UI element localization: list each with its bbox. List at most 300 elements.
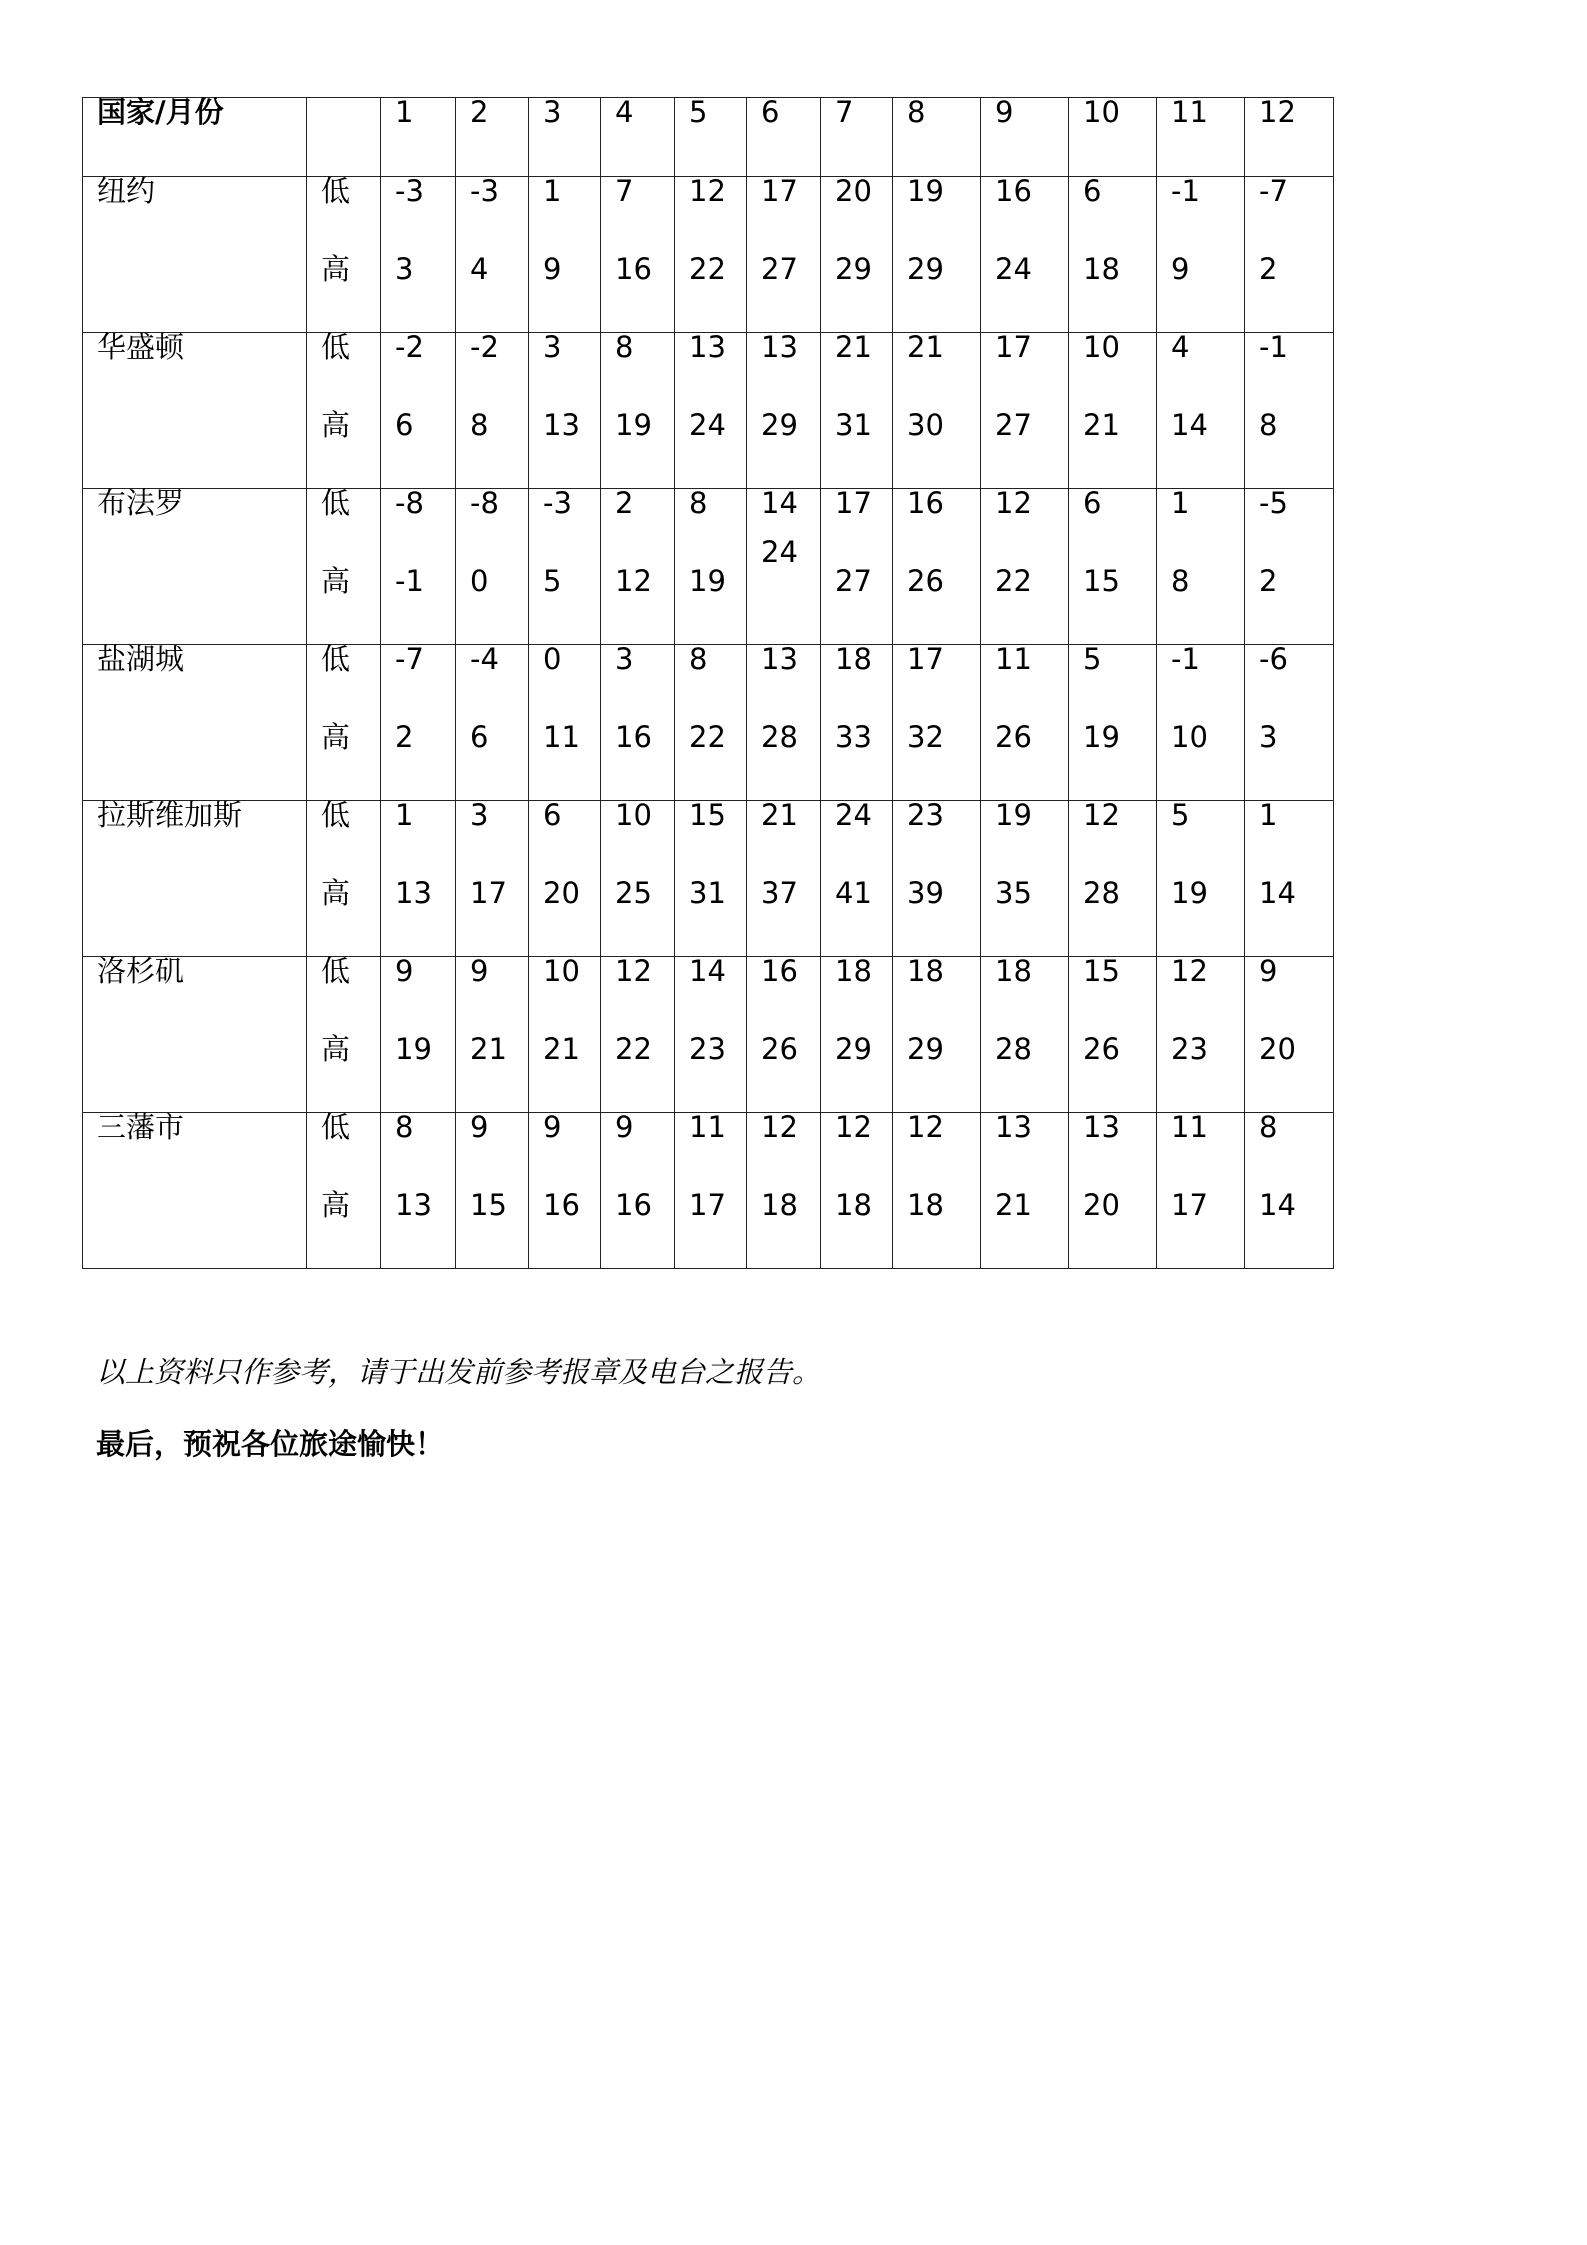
high-temp: 2 (1259, 564, 1278, 598)
low-temp: 3 (543, 330, 562, 364)
low-temp: 18 (907, 954, 944, 988)
high-temp: -1 (395, 564, 424, 598)
month-cell (456, 642, 529, 801)
low-temp: 13 (995, 1110, 1032, 1144)
high-temp: 31 (835, 408, 872, 442)
month-cell (1069, 798, 1157, 957)
table-row (83, 801, 1334, 957)
high-temp: 35 (995, 876, 1032, 910)
month-cell (601, 486, 675, 645)
low-temp: 8 (689, 642, 708, 676)
month-cell (893, 1110, 981, 1269)
low-temp: 3 (470, 798, 489, 832)
month-cell (381, 486, 456, 645)
high-temp: 8 (1171, 564, 1190, 598)
low-label: 低 (321, 330, 351, 364)
low-temp: 5 (1083, 642, 1102, 676)
low-temp: -3 (543, 486, 572, 520)
low-temp: 9 (543, 1110, 562, 1144)
high-temp: 8 (1259, 408, 1278, 442)
high-temp: 19 (1171, 876, 1208, 910)
month-cell (529, 330, 601, 489)
month-cell (675, 486, 747, 645)
month-cell (747, 174, 821, 333)
month-cell (675, 174, 747, 333)
city-name: 布法罗 (83, 489, 307, 645)
high-temp: 39 (907, 876, 944, 910)
low-temp: 17 (995, 330, 1032, 364)
high-temp: 19 (395, 1032, 432, 1066)
low-temp: 9 (470, 1110, 489, 1144)
month-cell (1245, 330, 1334, 489)
low-temp: 13 (761, 330, 798, 364)
high-temp: 16 (615, 1188, 652, 1222)
high-temp: 41 (835, 876, 872, 910)
low-temp: 1 (395, 798, 414, 832)
month-cell (381, 798, 456, 957)
high-temp: 17 (470, 876, 507, 910)
table-row (83, 957, 1334, 1113)
month-cell (981, 798, 1069, 957)
low-temp: 9 (395, 954, 414, 988)
month-cell (601, 174, 675, 333)
table-row (83, 333, 1334, 489)
high-temp: 9 (1171, 252, 1190, 286)
low-temp: -3 (470, 174, 499, 208)
low-temp: 19 (995, 798, 1032, 832)
high-temp: 21 (1083, 408, 1120, 442)
high-temp: 3 (1259, 720, 1278, 754)
month-cell (456, 1110, 529, 1269)
high-temp: 8 (470, 408, 489, 442)
high-temp: 23 (1171, 1032, 1208, 1066)
month-cell (675, 954, 747, 1113)
temperature-table (82, 97, 1334, 1269)
month-cell (601, 798, 675, 957)
month-cell (1157, 642, 1245, 801)
high-temp: 32 (907, 720, 944, 754)
month-cell (1157, 954, 1245, 1113)
high-label: 高 (321, 876, 351, 910)
month-cell (893, 642, 981, 801)
high-temp: 25 (615, 876, 652, 910)
month-cell (381, 174, 456, 333)
high-temp: 29 (907, 1032, 944, 1066)
low-temp: 12 (907, 1110, 944, 1144)
month-cell (529, 798, 601, 957)
header-month: 7 (821, 98, 893, 177)
header-row (83, 98, 1334, 177)
month-cell (821, 330, 893, 489)
high-temp: 18 (761, 1188, 798, 1222)
header-month: 3 (529, 98, 601, 177)
low-temp: 13 (1083, 1110, 1120, 1144)
month-cell (981, 1110, 1069, 1269)
month-cell (601, 642, 675, 801)
high-label: 高 (321, 252, 351, 286)
month-cell (981, 954, 1069, 1113)
low-label: 低 (321, 1110, 351, 1144)
month-cell (981, 642, 1069, 801)
high-temp: 26 (907, 564, 944, 598)
low-temp: 12 (615, 954, 652, 988)
high-temp: 28 (1083, 876, 1120, 910)
high-temp: 24 (761, 535, 798, 569)
month-cell (1069, 174, 1157, 333)
header-month: 12 (1245, 98, 1334, 177)
low-label: 低 (321, 486, 351, 520)
low-temp: 9 (615, 1110, 634, 1144)
closing-wish: 最后，预祝各位旅途愉快！ (96, 1427, 445, 1461)
month-cell (981, 486, 1069, 645)
high-temp: 30 (907, 408, 944, 442)
high-temp: 15 (470, 1188, 507, 1222)
low-temp: 9 (1259, 954, 1278, 988)
low-high-labels (307, 330, 381, 489)
month-cell (456, 486, 529, 645)
month-cell (981, 174, 1069, 333)
low-high-labels (307, 798, 381, 957)
high-temp: 16 (615, 720, 652, 754)
low-temp: 0 (543, 642, 562, 676)
low-temp: 23 (907, 798, 944, 832)
month-cell (893, 954, 981, 1113)
low-temp: 19 (907, 174, 944, 208)
high-temp: 6 (395, 408, 414, 442)
month-cell (529, 954, 601, 1113)
month-cell (821, 1110, 893, 1269)
high-temp: 13 (395, 1188, 432, 1222)
high-temp: 28 (761, 720, 798, 754)
low-temp: 12 (761, 1110, 798, 1144)
month-cell (893, 798, 981, 957)
high-temp: 20 (1083, 1188, 1120, 1222)
high-temp: 21 (995, 1188, 1032, 1222)
low-temp: 7 (615, 174, 634, 208)
low-temp: 12 (835, 1110, 872, 1144)
low-temp: 11 (689, 1110, 726, 1144)
month-cell (1245, 642, 1334, 801)
low-temp: 14 (761, 486, 798, 520)
city-name: 盐湖城 (83, 645, 307, 801)
high-temp: 18 (1083, 252, 1120, 286)
city-name: 三藩市 (83, 1113, 307, 1269)
low-temp: 12 (1171, 954, 1208, 988)
low-temp: 10 (615, 798, 652, 832)
low-temp: -2 (395, 330, 424, 364)
high-temp: 23 (689, 1032, 726, 1066)
month-cell (1245, 954, 1334, 1113)
high-temp: 22 (995, 564, 1032, 598)
header-month: 10 (1069, 98, 1157, 177)
low-temp: -4 (470, 642, 499, 676)
high-temp: 29 (835, 1032, 872, 1066)
low-temp: 17 (761, 174, 798, 208)
high-temp: 17 (1171, 1188, 1208, 1222)
table-row (83, 177, 1334, 333)
high-temp: 27 (761, 252, 798, 286)
month-cell (381, 1110, 456, 1269)
month-cell (893, 330, 981, 489)
low-temp: 1 (543, 174, 562, 208)
high-label: 高 (321, 564, 351, 598)
city-name: 纽约 (83, 177, 307, 333)
high-temp: 9 (543, 252, 562, 286)
low-temp: -1 (1259, 330, 1288, 364)
month-cell (747, 330, 821, 489)
low-temp: 15 (689, 798, 726, 832)
high-label: 高 (321, 1032, 351, 1066)
low-temp: 24 (835, 798, 872, 832)
low-high-labels (307, 642, 381, 801)
month-cell (1245, 1110, 1334, 1269)
high-temp: 20 (543, 876, 580, 910)
low-temp: 8 (615, 330, 634, 364)
header-kind (307, 98, 381, 177)
header-country-month: 国家/月份 (83, 98, 307, 177)
month-cell (381, 954, 456, 1113)
month-cell (821, 798, 893, 957)
high-temp: 19 (689, 564, 726, 598)
month-cell (381, 642, 456, 801)
month-cell (747, 798, 821, 957)
header-month: 4 (601, 98, 675, 177)
high-temp: 22 (615, 1032, 652, 1066)
low-temp: 8 (1259, 1110, 1278, 1144)
low-temp: 4 (1171, 330, 1190, 364)
high-temp: 11 (543, 720, 580, 754)
high-temp: 14 (1259, 876, 1296, 910)
high-temp: 26 (995, 720, 1032, 754)
low-temp: -7 (395, 642, 424, 676)
low-temp: -2 (470, 330, 499, 364)
header-month: 9 (981, 98, 1069, 177)
high-temp: 4 (470, 252, 489, 286)
high-label: 高 (321, 720, 351, 754)
high-temp: 16 (543, 1188, 580, 1222)
low-temp: 12 (689, 174, 726, 208)
high-temp: 12 (615, 564, 652, 598)
month-cell (675, 330, 747, 489)
high-temp: 26 (1083, 1032, 1120, 1066)
month-cell (1069, 954, 1157, 1113)
month-cell (821, 174, 893, 333)
low-temp: -8 (395, 486, 424, 520)
high-temp: 29 (835, 252, 872, 286)
low-temp: 8 (689, 486, 708, 520)
low-temp: 6 (1083, 174, 1102, 208)
month-cell (821, 486, 893, 645)
high-temp: 28 (995, 1032, 1032, 1066)
month-cell (529, 642, 601, 801)
high-temp: 16 (615, 252, 652, 286)
high-temp: 18 (835, 1188, 872, 1222)
high-temp: 33 (835, 720, 872, 754)
month-cell (1157, 330, 1245, 489)
low-temp: 21 (907, 330, 944, 364)
high-temp: 18 (907, 1188, 944, 1222)
high-temp: 29 (761, 408, 798, 442)
low-temp: 3 (615, 642, 634, 676)
low-temp: 10 (543, 954, 580, 988)
low-temp: 17 (907, 642, 944, 676)
month-cell (601, 1110, 675, 1269)
month-cell (1245, 486, 1334, 645)
high-temp: 31 (689, 876, 726, 910)
high-temp: 13 (395, 876, 432, 910)
month-cell (747, 1110, 821, 1269)
low-temp: 5 (1171, 798, 1190, 832)
high-temp: 14 (1171, 408, 1208, 442)
low-temp: 6 (1083, 486, 1102, 520)
low-temp: -3 (395, 174, 424, 208)
city-name: 洛杉矶 (83, 957, 307, 1113)
high-temp: 37 (761, 876, 798, 910)
table-row (83, 489, 1334, 645)
high-temp: 2 (1259, 252, 1278, 286)
low-label: 低 (321, 798, 351, 832)
high-temp: 22 (689, 252, 726, 286)
month-cell (529, 174, 601, 333)
month-cell (675, 1110, 747, 1269)
high-temp: 13 (543, 408, 580, 442)
month-cell (456, 330, 529, 489)
low-temp: -6 (1259, 642, 1288, 676)
high-temp: 27 (835, 564, 872, 598)
low-temp: -5 (1259, 486, 1288, 520)
city-name: 华盛顿 (83, 333, 307, 489)
low-temp: 14 (689, 954, 726, 988)
low-temp: -1 (1171, 642, 1200, 676)
low-temp: 9 (470, 954, 489, 988)
high-temp: 22 (689, 720, 726, 754)
high-label: 高 (321, 408, 351, 442)
month-cell (456, 954, 529, 1113)
month-cell (893, 486, 981, 645)
month-cell (1069, 486, 1157, 645)
low-temp: 18 (835, 642, 872, 676)
low-temp: 16 (907, 486, 944, 520)
high-temp: 17 (689, 1188, 726, 1222)
low-temp: 10 (1083, 330, 1120, 364)
high-temp: 21 (470, 1032, 507, 1066)
month-cell (529, 1110, 601, 1269)
low-temp: 18 (995, 954, 1032, 988)
table-row (83, 645, 1334, 801)
low-temp: 13 (761, 642, 798, 676)
month-cell (1157, 798, 1245, 957)
low-temp: 1 (1171, 486, 1190, 520)
month-cell (381, 330, 456, 489)
city-name: 拉斯维加斯 (83, 801, 307, 957)
low-temp: 21 (835, 330, 872, 364)
month-cell (1245, 174, 1334, 333)
high-temp: 26 (761, 1032, 798, 1066)
header-month: 6 (747, 98, 821, 177)
month-cell (747, 954, 821, 1113)
high-temp: 29 (907, 252, 944, 286)
high-temp: 14 (1259, 1188, 1296, 1222)
low-temp: 16 (995, 174, 1032, 208)
low-temp: -7 (1259, 174, 1288, 208)
low-temp: 6 (543, 798, 562, 832)
month-cell (1069, 330, 1157, 489)
high-temp: 15 (1083, 564, 1120, 598)
low-high-labels (307, 174, 381, 333)
month-cell (1157, 486, 1245, 645)
low-label: 低 (321, 174, 351, 208)
high-temp: 20 (1259, 1032, 1296, 1066)
table-row (83, 1113, 1334, 1269)
month-cell (1245, 798, 1334, 957)
low-temp: 11 (995, 642, 1032, 676)
high-temp: 19 (1083, 720, 1120, 754)
month-cell (1157, 1110, 1245, 1269)
month-cell (601, 330, 675, 489)
low-temp: 12 (995, 486, 1032, 520)
header-month: 2 (456, 98, 529, 177)
low-temp: 1 (1259, 798, 1278, 832)
month-cell (1069, 642, 1157, 801)
month-cell (1157, 174, 1245, 333)
low-temp: 8 (395, 1110, 414, 1144)
month-cell (675, 798, 747, 957)
high-temp: 2 (395, 720, 414, 754)
low-temp: 2 (615, 486, 634, 520)
month-cell (1069, 1110, 1157, 1269)
month-cell (893, 174, 981, 333)
low-temp: 11 (1171, 1110, 1208, 1144)
high-temp: 27 (995, 408, 1032, 442)
low-temp: 20 (835, 174, 872, 208)
high-temp: 3 (395, 252, 414, 286)
month-cell (675, 642, 747, 801)
low-temp: 17 (835, 486, 872, 520)
low-temp: 12 (1083, 798, 1120, 832)
month-cell (747, 486, 821, 645)
high-temp: 0 (470, 564, 489, 598)
month-cell (747, 642, 821, 801)
low-high-labels (307, 954, 381, 1113)
header-month: 8 (893, 98, 981, 177)
low-high-labels (307, 1110, 381, 1269)
month-cell (529, 486, 601, 645)
header-month: 11 (1157, 98, 1245, 177)
month-cell (821, 642, 893, 801)
high-temp: 19 (615, 408, 652, 442)
header-month: 5 (675, 98, 747, 177)
low-temp: -8 (470, 486, 499, 520)
low-high-labels (307, 486, 381, 645)
header-month: 1 (381, 98, 456, 177)
disclaimer-note: 以上资料只作参考，请于出发前参考报章及电台之报告。 (96, 1355, 822, 1389)
high-temp: 24 (689, 408, 726, 442)
month-cell (456, 798, 529, 957)
high-temp: 10 (1171, 720, 1208, 754)
high-temp: 6 (470, 720, 489, 754)
high-temp: 24 (995, 252, 1032, 286)
low-temp: 16 (761, 954, 798, 988)
month-cell (601, 954, 675, 1113)
low-temp: -1 (1171, 174, 1200, 208)
low-temp: 21 (761, 798, 798, 832)
month-cell (981, 330, 1069, 489)
low-label: 低 (321, 954, 351, 988)
high-temp: 21 (543, 1032, 580, 1066)
low-temp: 13 (689, 330, 726, 364)
low-temp: 18 (835, 954, 872, 988)
low-temp: 15 (1083, 954, 1120, 988)
